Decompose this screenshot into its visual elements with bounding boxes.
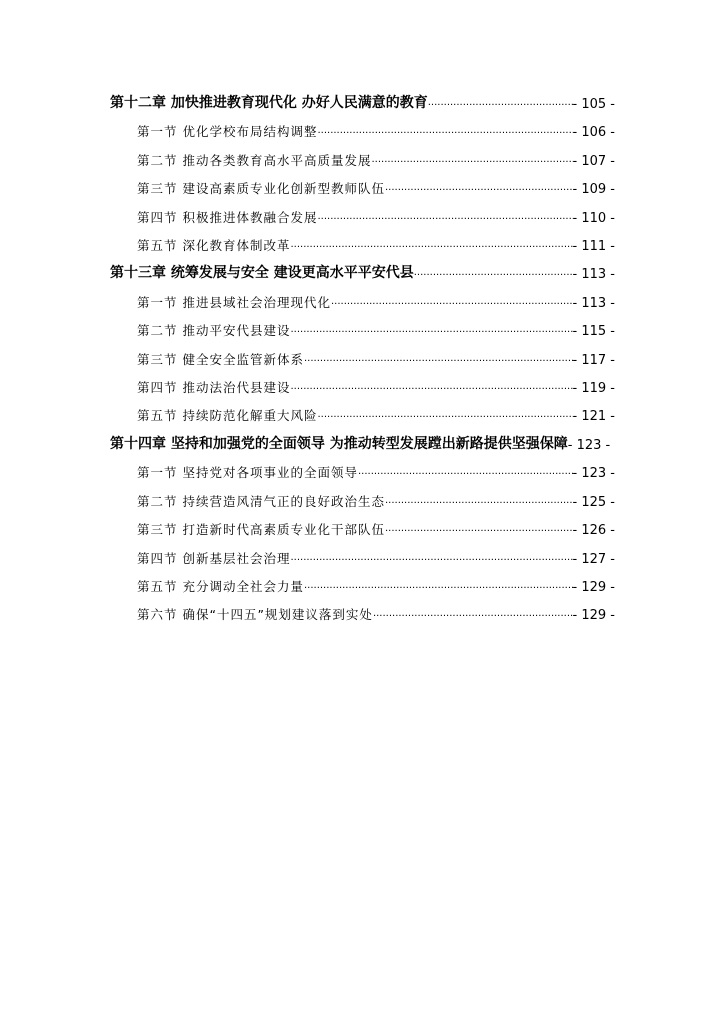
toc-entry-title: 第三节 打造新时代高素质专业化干部队伍 [137, 522, 385, 537]
toc-entry-title: 第五节 充分调动全社会力量 [137, 579, 304, 594]
toc-entry-title: 第五节 深化教育体制改革 [137, 238, 291, 253]
toc-entry-title: 第五节 持续防范化解重大风险 [137, 408, 318, 423]
toc-section[interactable] [137, 547, 615, 567]
toc-page-number: - 107 - [572, 154, 615, 169]
toc-section[interactable] [137, 234, 615, 254]
toc-page-number: - 106 - [572, 125, 615, 140]
toc-section[interactable] [137, 575, 615, 595]
toc-page-number: - 115 - [572, 324, 615, 339]
toc-page-number: - 129 - [572, 608, 615, 623]
toc-leader-dots [304, 579, 573, 595]
toc-leader-dots [385, 181, 573, 197]
toc-leader-dots [385, 522, 573, 538]
toc-page-number: - 123 - [572, 466, 615, 481]
toc-leader-dots [331, 295, 573, 311]
toc-section[interactable] [137, 291, 615, 311]
toc-leader-dots [317, 408, 572, 424]
toc-entry-title: 第一节 推进县域社会治理现代化 [137, 295, 331, 310]
toc-page-number: - 125 - [572, 495, 615, 510]
toc-section[interactable] [137, 518, 615, 538]
toc-section[interactable] [137, 149, 615, 169]
toc-leader-dots [290, 323, 572, 339]
toc-leader-dots [290, 380, 572, 396]
toc-entry-title: 第一节 优化学校布局结构调整 [137, 124, 318, 139]
toc-chapter-14[interactable] [110, 433, 640, 453]
toc-leader-dots [385, 494, 573, 510]
toc-entry-title: 第四节 创新基层社会治理 [137, 551, 291, 566]
toc-leader-dots [290, 238, 572, 254]
toc-entry-title: 第二节 持续营造风清气正的良好政治生态 [137, 494, 385, 509]
toc-leader-dots [304, 352, 573, 368]
toc-page-number: - 109 - [572, 182, 615, 197]
toc-leader-dots [414, 266, 573, 282]
toc-page-number: - 111 - [572, 239, 615, 254]
toc-leader-dots [373, 607, 573, 623]
toc-entry-title: 第十三章 统筹发展与安全 建设更高水平平安代县 [110, 265, 414, 281]
toc-section[interactable] [137, 348, 615, 368]
toc-section[interactable] [137, 319, 615, 339]
toc-page-number: - 126 - [572, 523, 615, 538]
toc-section[interactable] [137, 376, 615, 396]
toc-leader-dots [358, 465, 573, 481]
toc-page-number: - 105 - [572, 97, 615, 112]
toc-entry-title: 第二节 推动平安代县建设 [137, 323, 291, 338]
toc-page-number: - 117 - [572, 353, 615, 368]
toc-section[interactable] [137, 177, 615, 197]
toc-section[interactable] [137, 206, 615, 226]
toc-leader-dots [290, 551, 572, 567]
toc-leader-dots [317, 210, 572, 226]
toc-page-number: - 129 - [572, 580, 615, 595]
toc-entry-title: 第十四章 坚持和加强党的全面领导 为推动转型发展蹚出新路提供坚强保障 [110, 436, 568, 452]
toc-page-number: - 119 - [572, 381, 615, 396]
toc-section[interactable] [137, 490, 615, 510]
toc-entry-title: 第四节 推动法治代县建设 [137, 380, 291, 395]
toc-entry-title: 第六节 确保“十四五”规划建议落到实处 [137, 607, 373, 622]
toc-entry-title: 第一节 坚持党对各项事业的全面领导 [137, 465, 358, 480]
toc-leader-dots [317, 124, 572, 140]
toc-chapter-13[interactable] [110, 262, 615, 282]
toc-page-number: - 110 - [572, 211, 615, 226]
toc-entry-title: 第十二章 加快推进教育现代化 办好人民满意的教育 [110, 95, 428, 111]
toc-section[interactable] [137, 404, 615, 424]
toc-entry-title: 第二节 推动各类教育高水平高质量发展 [137, 153, 372, 168]
toc-page-number: - 121 - [572, 409, 615, 424]
toc-page-number: - 127 - [572, 552, 615, 567]
toc-page-number: - 113 - [572, 296, 615, 311]
toc-leader-dots [428, 96, 573, 112]
toc-section[interactable] [137, 461, 615, 481]
toc-leader-dots [371, 153, 572, 169]
toc-page-number: - 123 - [567, 438, 611, 453]
toc-section[interactable] [137, 603, 615, 623]
toc-entry-title: 第四节 积极推进体教融合发展 [137, 210, 318, 225]
toc-entry-title: 第三节 健全安全监管新体系 [137, 352, 304, 367]
toc-page-number: - 113 - [572, 267, 615, 282]
toc-entry-title: 第三节 建设高素质专业化创新型教师队伍 [137, 181, 385, 196]
toc-section[interactable] [137, 120, 615, 140]
toc-chapter-12[interactable] [110, 92, 615, 112]
